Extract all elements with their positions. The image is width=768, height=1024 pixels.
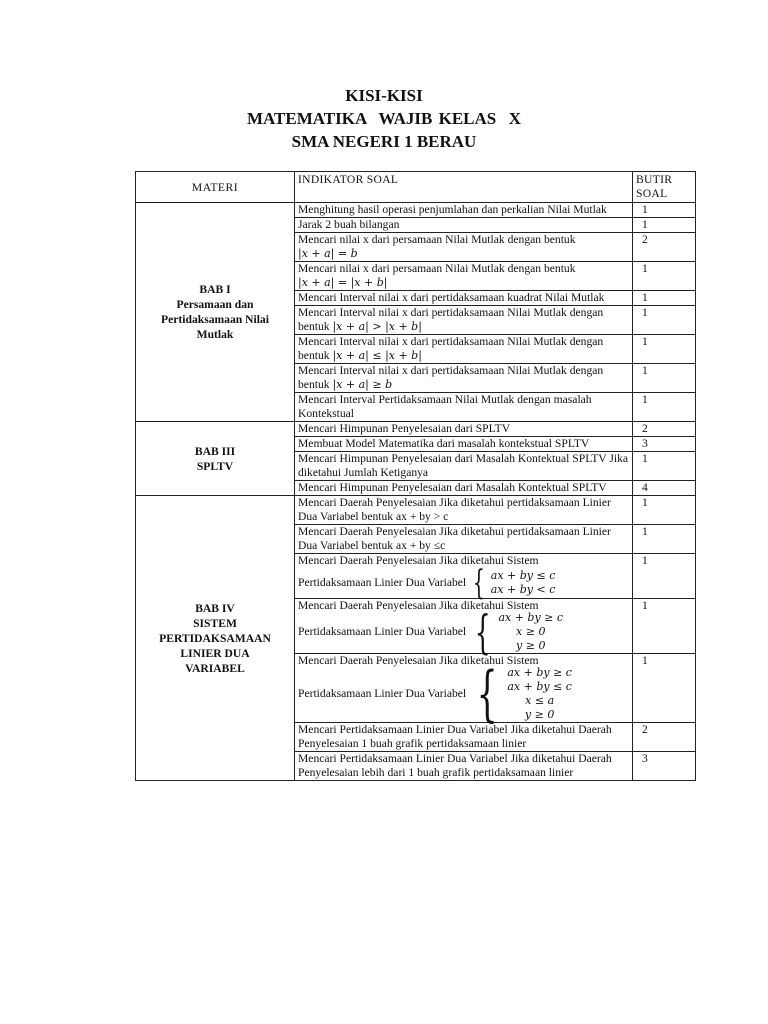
- indikator-cell: [295, 364, 633, 393]
- bab-1-sub1: Persamaan dan: [176, 298, 254, 311]
- system-label: Pertidaksamaan Linier Dua Variabel: [298, 625, 467, 638]
- materi-bab-3: [136, 422, 295, 496]
- butir-cell: 2: [633, 233, 696, 262]
- equation: y ≥ 0: [524, 708, 555, 721]
- bab-1-sub3: Mutlak: [196, 328, 234, 341]
- butir-cell: 2: [633, 422, 696, 437]
- indikator-text: Mencari Interval nilai x dari pertidaksamaan Nilai Mutlak dengan bentuk: [298, 364, 604, 391]
- indikator-cell: Mencari Interval Pertidaksamaan Nilai Mutlak dengan masalah Kontekstual: [295, 393, 633, 422]
- title-line-3: SMA NEGERI 1 BERAU: [291, 132, 477, 151]
- system-label: Pertidaksamaan Linier Dua Variabel: [298, 687, 467, 700]
- equation-stack: [491, 569, 556, 597]
- math-expression: |x + a| ≤ |x + b|: [332, 349, 422, 362]
- butir-cell: 1: [633, 496, 696, 525]
- butir-cell: 2: [633, 723, 696, 752]
- indikator-cell: Mencari Daerah Penyelesaian Jika diketahui pertidaksamaan Linier Dua Variabel bentuk ax + by > c: [295, 496, 633, 525]
- bab-4-sub2: PERTIDAKSAMAAN: [159, 631, 271, 645]
- header-butir-line1: BUTIR: [636, 173, 673, 186]
- equation: ax + by ≤ c: [490, 569, 556, 582]
- header-butir-soal: [633, 172, 696, 203]
- bab-3-sub1: SPLTV: [196, 459, 234, 473]
- table-row: [136, 496, 696, 525]
- indikator-cell: [295, 554, 633, 603]
- title-line-1: KISI-KISI: [345, 86, 423, 105]
- materi-bab-4: [136, 496, 295, 781]
- bab-1-sub2: Pertidaksamaan Nilai: [161, 313, 269, 326]
- indikator-cell: Menghitung hasil operasi penjumlahan dan perkalian Nilai Mutlak: [295, 203, 633, 218]
- header-butir-line2: SOAL: [636, 187, 668, 200]
- indikator-cell: [295, 654, 633, 729]
- indikator-cell: [295, 306, 633, 335]
- header-indikator: INDIKATOR SOAL: [295, 172, 633, 203]
- bab-4-sub3: LINIER DUA: [180, 646, 250, 660]
- system-of-inequalities: [298, 563, 629, 603]
- left-brace-icon: {: [476, 659, 498, 729]
- materi-bab-1: [136, 203, 295, 422]
- equation: x ≤ a: [525, 694, 555, 707]
- indikator-text: Mencari nilai x dari persamaan Nilai Mutlak dengan bentuk: [298, 262, 576, 275]
- butir-cell: 1: [633, 654, 696, 723]
- equation: ax + by < c: [490, 583, 556, 596]
- indikator-cell: Membuat Model Matematika dari masalah kontekstual SPLTV: [295, 437, 633, 452]
- butir-cell: 1: [633, 452, 696, 481]
- table-header-row: [136, 172, 696, 203]
- kisi-kisi-table: [135, 171, 696, 781]
- butir-cell: 4: [633, 481, 696, 496]
- indikator-cell: Mencari Daerah Penyelesaian Jika diketahui pertidaksamaan Linier Dua Variabel bentuk ax + by ≤c: [295, 525, 633, 554]
- indikator-cell: [295, 335, 633, 364]
- butir-cell: 1: [633, 203, 696, 218]
- indikator-cell: [295, 262, 633, 291]
- equation: ax + by ≥ c: [507, 666, 572, 679]
- table-row: [136, 203, 696, 218]
- indikator-cell: [295, 233, 633, 262]
- indikator-cell: Mencari Himpunan Penyelesaian dari Masalah Kontektual SPLTV: [295, 481, 633, 496]
- butir-cell: 1: [633, 364, 696, 393]
- equation: y ≥ 0: [516, 639, 546, 652]
- indikator-cell: [295, 599, 633, 659]
- indikator-text: Mencari nilai x dari persamaan Nilai Mutlak dengan bentuk: [298, 233, 576, 246]
- equation: x ≥ 0: [516, 625, 546, 638]
- math-expression: |x + a| = |x + b|: [298, 276, 388, 289]
- bab-3-title: BAB III: [194, 444, 236, 458]
- equation-stack: [507, 666, 572, 722]
- indikator-cell: Jarak 2 buah bilangan: [295, 218, 633, 233]
- title-line-2: MATEMATIKA WAJIB KELAS X: [246, 109, 521, 128]
- bab-1-title: BAB I: [199, 283, 231, 296]
- equation: ax + by ≤ c: [507, 680, 572, 693]
- butir-cell: 3: [633, 437, 696, 452]
- butir-cell: 1: [633, 554, 696, 599]
- indikator-cell: Mencari Pertidaksamaan Linier Dua Variabel Jika diketahui Daerah Penyelesaian lebih dari 1 buah grafik pertidaksamaan linier: [295, 752, 633, 781]
- document-title: [0, 84, 768, 153]
- math-expression: |x + a| > |x + b|: [332, 320, 422, 333]
- math-expression: |x + a| ≥ b: [332, 378, 393, 391]
- butir-cell: 1: [633, 306, 696, 335]
- table-row: [136, 422, 696, 437]
- indikator-text: Mencari Interval nilai x dari pertidaksamaan Nilai Mutlak dengan bentuk: [298, 335, 604, 362]
- butir-cell: 1: [633, 335, 696, 364]
- system-label: Pertidaksamaan Linier Dua Variabel: [298, 576, 467, 589]
- indikator-cell: Mencari Himpunan Penyelesaian dari SPLTV: [295, 422, 633, 437]
- indikator-text: Mencari Interval nilai x dari pertidaksamaan Nilai Mutlak dengan bentuk: [298, 306, 604, 333]
- butir-cell: 1: [633, 599, 696, 654]
- butir-cell: 1: [633, 291, 696, 306]
- bab-4-sub1: SISTEM: [193, 616, 237, 630]
- bab-4-sub4: VARIABEL: [185, 661, 245, 675]
- indikator-text: Mencari Daerah Penyelesaian Jika diketahui Sistem: [298, 599, 539, 612]
- bab-4-title: BAB IV: [195, 601, 235, 615]
- left-brace-icon: {: [474, 605, 491, 659]
- butir-cell: 1: [633, 218, 696, 233]
- equation-stack: [498, 611, 563, 653]
- butir-cell: 1: [633, 393, 696, 422]
- header-materi: MATERI: [136, 172, 295, 203]
- indikator-cell: Mencari Pertidaksamaan Linier Dua Variabel Jika diketahui Daerah Penyelesaian 1 buah grafik pertidaksamaan linier: [295, 723, 633, 752]
- indikator-cell: Mencari Himpunan Penyelesaian dari Masalah Kontektual SPLTV Jika diketahui Jumlah Ketiganya: [295, 452, 633, 481]
- left-brace-icon: {: [473, 563, 485, 603]
- butir-cell: 3: [633, 752, 696, 781]
- indikator-cell: Mencari Interval nilai x dari pertidaksamaan kuadrat Nilai Mutlak: [295, 291, 633, 306]
- indikator-text: Mencari Daerah Penyelesaian Jika diketahui Sistem: [298, 554, 539, 567]
- math-expression: |x + a| = b: [298, 247, 358, 260]
- butir-cell: 1: [633, 262, 696, 291]
- butir-cell: 1: [633, 525, 696, 554]
- equation: ax + by ≥ c: [498, 611, 564, 624]
- indikator-text: Mencari Daerah Penyelesaian Jika diketahui Sistem: [298, 654, 539, 667]
